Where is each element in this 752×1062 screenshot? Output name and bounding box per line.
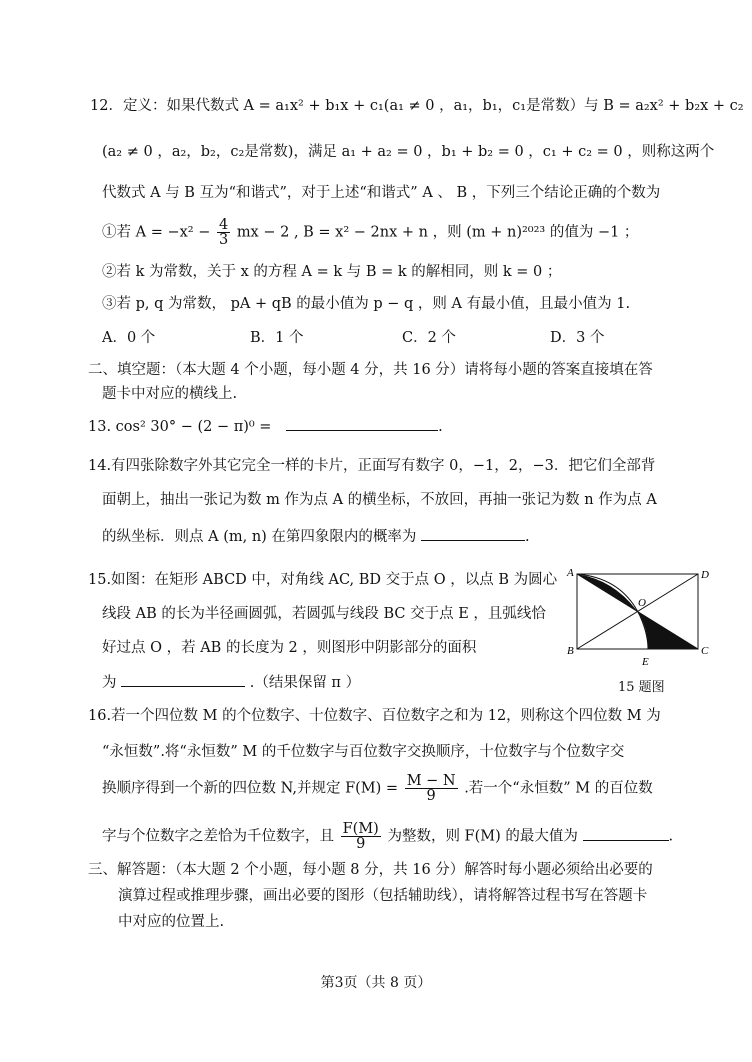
label-e: E bbox=[642, 656, 649, 668]
q16-line2: “永恒数”.将“永恒数” M 的千位数字与百位数字交换顺序，十位数字与个位数字交 bbox=[102, 744, 625, 760]
q16-line4-prefix: 字与个位数字之差恰为千位数字，且 bbox=[102, 828, 334, 845]
q13-answer-blank bbox=[286, 416, 438, 431]
q14-line2: 面朝上，抽出一张记为数 m 作为点 A 的横坐标，不放回，再抽一张记为数 n 作为点 A bbox=[102, 492, 657, 508]
q13-end: . bbox=[438, 419, 443, 435]
q12-s1-denominator: 3 bbox=[218, 232, 229, 248]
q12-statement-2: ②若 k 为常数，关于 x 的方程 A = k 与 B = k 的解相同，则 k = 0 ； bbox=[102, 264, 562, 280]
q16-line3-suffix: .若一个“永恒数” M 的百位数 bbox=[464, 780, 653, 797]
q16-line3 bbox=[102, 774, 653, 803]
section-3-heading: 三、解答题：（本大题 2 个小题，每小题 8 分，共 16 分）解答时每小题必须给出必要的 bbox=[88, 862, 653, 878]
q14-answer-blank bbox=[421, 526, 525, 541]
label-o: O bbox=[638, 597, 646, 609]
q14-line1: 14.有四张除数字外其它完全一样的卡片，正面写有数字 0，−1，2，−3．把它们全部背 bbox=[88, 458, 656, 474]
q16-line1: 16.若一个四位数 M 的个位数字、十位数字、百位数字之和为 12，则称这个四位数 M 为 bbox=[88, 708, 661, 724]
q15-line2: 线段 AB 的长为半径画圆弧，若圆弧与线段 BC 交于点 E ，且弧线恰 bbox=[102, 606, 546, 622]
q15-figure bbox=[560, 564, 710, 674]
q12-s1-part-a: ①若 A = −x² − bbox=[102, 224, 211, 241]
q15-line4-suffix: .（结果保留 π ） bbox=[249, 675, 361, 691]
q16-line3-prefix: 换顺序得到一个新的四位数 N,并规定 F(M) = bbox=[102, 780, 399, 797]
q12-option-c: C．2 个 bbox=[402, 330, 456, 346]
label-c: C bbox=[701, 645, 709, 657]
q14-end: . bbox=[525, 529, 530, 545]
q12-option-d: D．3 个 bbox=[550, 330, 605, 346]
label-b: B bbox=[567, 645, 574, 657]
q14-line3-text: 的纵坐标．则点 A (m, n) 在第四象限内的概率为 bbox=[102, 529, 417, 545]
arc-ae bbox=[577, 574, 648, 649]
page-footer: 第3页（共 8 页） bbox=[320, 975, 432, 991]
q15-figure-caption: 15 题图 bbox=[618, 680, 665, 695]
q16-fraction-numerator: M − N bbox=[406, 773, 456, 789]
q16-line4-suffix: 为整数，则 F(M) 的最大值为 bbox=[387, 828, 578, 845]
q15-line1: 15.如图：在矩形 ABCD 中，对角线 AC, BD 交于点 O ，以点 B 为圆心 bbox=[88, 572, 558, 588]
q12-line3: 代数式 A 与 B 互为“和谐式”，对于上述“和谐式” A 、 B ，下列三个结论正确的个数为 bbox=[102, 185, 661, 201]
q16-fm-denominator: 9 bbox=[356, 836, 366, 852]
q12-statement-1 bbox=[102, 218, 638, 247]
section-2-heading: 二、填空题：（本大题 4 个小题，每小题 4 分，共 16 分）请将每小题的答案直接填在答 bbox=[88, 362, 653, 378]
q12-s1-numerator: 4 bbox=[218, 217, 229, 233]
q13 bbox=[88, 416, 443, 437]
q12-option-a: A．0 个 bbox=[102, 330, 156, 346]
label-d: D bbox=[701, 569, 709, 581]
q12-s1-fraction bbox=[217, 218, 230, 247]
section-3-instructions-line2: 演算过程或推理步骤，画出必要的图形（包括辅助线），请将解答过程书写在答题卡 bbox=[118, 888, 648, 904]
q15-line4-prefix: 为 bbox=[102, 675, 117, 691]
q12-statement-3: ③若 p, q 为常数， pA + qB 的最小值为 p − q ，则 A 有最小值，且最小值为 1. bbox=[102, 296, 631, 312]
q12-line2: (a₂ ≠ 0 ，a₂，b₂，c₂是常数)，满足 a₁ + a₂ = 0 ，b₁ + b₂ = 0 ，c₁ + c₂ = 0 ，则称这两个 bbox=[102, 144, 715, 160]
q16-end: . bbox=[668, 828, 674, 845]
q14-line3 bbox=[102, 526, 530, 547]
q16-answer-blank bbox=[583, 826, 669, 841]
q15-line3: 好过点 O ，若 AB 的长度为 2 ，则图形中阴影部分的面积 bbox=[102, 640, 477, 656]
q12-option-b: B．1 个 bbox=[250, 330, 304, 346]
label-a: A bbox=[567, 567, 574, 579]
q12-s1-part-b: mx − 2 , B = x² − 2nx + n ，则 (m + n)²⁰²³ 的值为 −1 ； bbox=[236, 224, 639, 241]
q16-fraction-denominator: 9 bbox=[426, 788, 436, 804]
section-3-instructions-line3: 中对应的位置上. bbox=[118, 914, 225, 930]
q16-fraction-fm bbox=[341, 822, 381, 851]
q16-line4 bbox=[102, 822, 673, 851]
q15-line4 bbox=[102, 672, 360, 693]
q12-line1: 12．定义：如果代数式 A = a₁x² + b₁x + c₁(a₁ ≠ 0 ，a₁，b₁，c₁是常数）与 B = a₂x² + b₂x + c₂ bbox=[90, 98, 744, 114]
q13-expression: 13. cos² 30° − (2 − π)⁰ = bbox=[88, 419, 272, 435]
q15-answer-blank bbox=[121, 672, 245, 687]
section-2-instructions: 题卡中对应的横线上. bbox=[102, 386, 238, 402]
q16-fm-numerator: F(M) bbox=[342, 821, 379, 837]
q16-fraction-m-n bbox=[405, 774, 458, 803]
